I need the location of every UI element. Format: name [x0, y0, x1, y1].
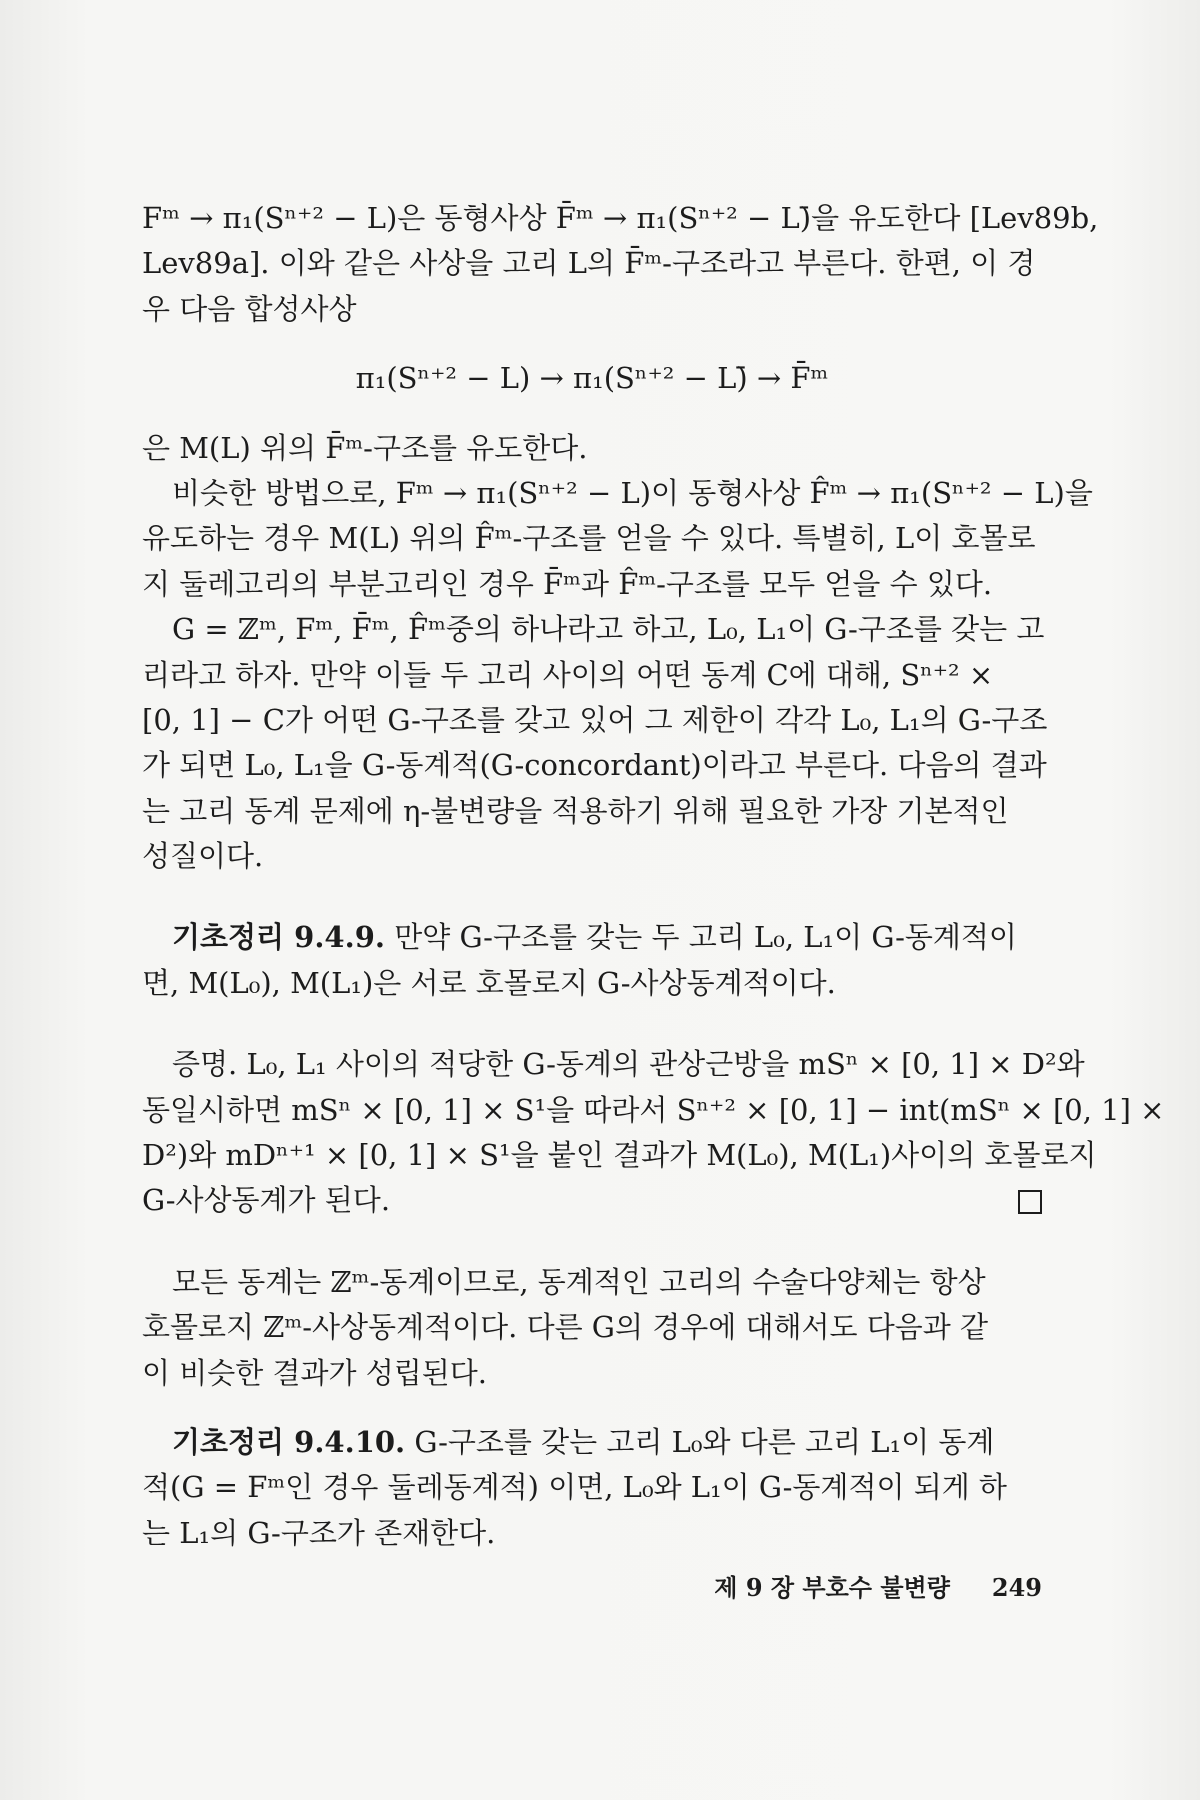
text-line: 호몰로지 ℤᵐ-사상동계적이다. 다른 G의 경우에 대해서도 다음과 같 [142, 1310, 989, 1345]
lemma-9-4-9 [142, 915, 1042, 960]
proof-line: 증명. L₀, L₁ 사이의 적당한 G-동계의 관상근방을 mSⁿ × [0, 1] × D²와 [172, 1047, 1085, 1082]
lemma-label: 기초정리 9.4.10. [172, 1424, 406, 1459]
text-line: G = ℤᵐ, Fᵐ, F̄ᵐ, F̂ᵐ중의 하나라고 하고, L₀, L₁이 G-구조를 갖는 고 [172, 612, 1045, 647]
qed-square-icon [1018, 1190, 1042, 1214]
page-number: 249 [991, 1573, 1042, 1602]
display-equation: π₁(Sⁿ⁺² − L) → π₁(Sⁿ⁺² − L)̄ → F̄ᵐ [355, 361, 829, 396]
lemma-text: G-구조를 갖는 고리 L₀와 다른 고리 L₁이 동계 [405, 1424, 995, 1459]
text-line: 지 둘레고리의 부분고리인 경우 F̄ᵐ과 F̂ᵐ-구조를 모두 얻을 수 있다. [142, 566, 993, 601]
text-line: 이 비슷한 결과가 성립된다. [142, 1355, 488, 1390]
page-footer [700, 1568, 1042, 1603]
text-line: [0, 1] − C가 어떤 G-구조를 갖고 있어 그 제한이 각각 L₀, L₁의 G-구조 [142, 702, 1048, 737]
text-line: 는 고리 동계 문제에 η-불변량을 적용하기 위해 필요한 가장 기본적인 [142, 793, 1009, 828]
proof-line: D²)와 mDⁿ⁺¹ × [0, 1] × S¹을 붙인 결과가 M(L₀), M(L₁)사이의 호몰로지 [142, 1138, 1097, 1173]
proof-line: 동일시하면 mSⁿ × [0, 1] × S¹을 따라서 Sⁿ⁺² × [0, 1] − int(mSⁿ × [0, 1] × [142, 1092, 1165, 1127]
text-line: Fᵐ → π₁(Sⁿ⁺² − L)은 동형사상 F̄ᵐ → π₁(Sⁿ⁺² − L)̄을 유도한다 [Lev89b, [142, 201, 1099, 235]
text-line: Lev89a]. 이와 같은 사상을 고리 L의 F̄ᵐ-구조라고 부른다. 한편, 이 경 [142, 246, 1036, 281]
lemma-text: 면, M(L₀), M(L₁)은 서로 호몰로지 G-사상동계적이다. [142, 965, 836, 1000]
chapter-title: 제 9 장 부호수 불변량 [714, 1573, 950, 1602]
lemma-text: 만약 G-구조를 갖는 두 고리 L₀, L₁이 G-동계적이 [384, 920, 1017, 955]
proof-last-line [142, 1178, 1042, 1223]
lemma-label: 기초정리 9.4.9. [172, 920, 385, 955]
lemma-text: 는 L₁의 G-구조가 존재한다. [142, 1515, 496, 1550]
lemma-text: 적(G = Fᵐ인 경우 둘레동계적) 이면, L₀와 L₁이 G-동계적이 되게 하 [142, 1470, 1007, 1505]
text-line: 가 되면 L₀, L₁을 G-동계적(G-concordant)이라고 부른다. 다음의 결과 [142, 748, 1047, 783]
text-line: 리라고 하자. 만약 이들 두 고리 사이의 어떤 동계 C에 대해, Sⁿ⁺² × [142, 657, 994, 692]
text-line: 유도하는 경우 M(L) 위의 F̂ᵐ-구조를 얻을 수 있다. 특별히, L이 호몰로 [142, 521, 1036, 556]
text-line: 성질이다. [142, 839, 264, 874]
text-line: 은 M(L) 위의 F̄ᵐ-구조를 유도한다. [142, 430, 588, 465]
text-line: 비슷한 방법으로, Fᵐ → π₁(Sⁿ⁺² − L)이 동형사상 F̂ᵐ → π₁(Sⁿ⁺² − L)을 [172, 475, 1093, 510]
text-line: 우 다음 합성사상 [142, 291, 357, 326]
lemma-9-4-10 [142, 1420, 1042, 1465]
text-line: 모든 동계는 ℤᵐ-동계이므로, 동계적인 고리의 수술다양체는 항상 [172, 1264, 986, 1299]
proof-text: G-사상동계가 된다. [142, 1183, 391, 1218]
page-body [142, 196, 1165, 1556]
